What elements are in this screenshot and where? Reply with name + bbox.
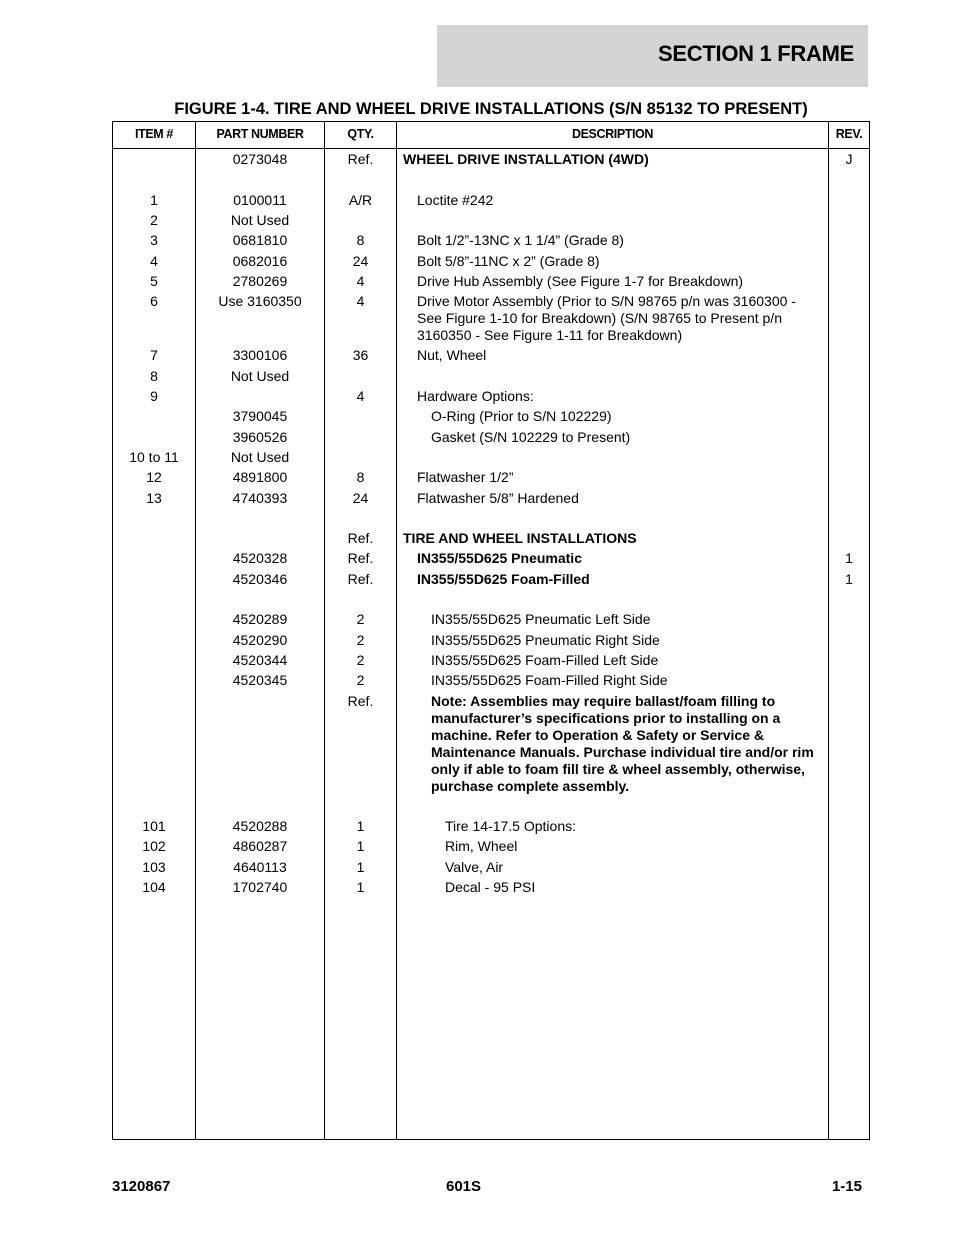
cell-qty: Ref. [347,570,374,587]
cell-rev: 1 [845,570,853,587]
cell-desc: Rim, Wheel [445,838,518,855]
table-row [113,859,869,876]
cell-desc: Loctite #242 [417,191,494,208]
cell-desc: Drive Hub Assembly (See Figure 1-7 for Breakdown) [417,272,744,289]
cell-desc: Gasket (S/N 102229 to Present) [431,428,631,445]
cell-part: 4520290 [232,631,288,648]
cell-part: 4860287 [232,838,288,855]
table-row [113,368,869,385]
table-row [113,632,869,649]
cell-item: 101 [142,818,166,835]
cell-desc: IN355/55D625 Pneumatic Right Side [431,631,660,648]
table-row [113,347,869,364]
cell-item: 3 [150,232,158,249]
cell-part: 4520288 [232,818,288,835]
cell-item: 6 [150,293,158,310]
cell-qty: 8 [356,469,365,486]
table-row [113,490,869,507]
figure-title: FIGURE 1-4. TIRE AND WHEEL DRIVE INSTALLATIONS (S/N 85132 TO PRESENT) [174,100,808,118]
cell-part: Not Used [230,367,290,384]
cell-desc: WHEEL DRIVE INSTALLATION (4WD) [403,151,649,167]
table-row [113,273,869,290]
table-row [113,818,869,835]
cell-item: 7 [150,347,158,364]
cell-desc: Drive Motor Assembly (Prior to S/N 98765 p/n was 3160300 - See Figure 1-10 for Breakdown) (S/N 98765 to Present p/n 3160350 - See Figure 1-11 for Breakdown) [417,293,796,344]
cell-item: 8 [150,367,158,384]
cell-desc: Flatwasher 1/2” [417,469,514,486]
cell-part: 2780269 [232,272,288,289]
cell-qty: 1 [356,879,365,895]
cell-part: 4520328 [232,550,288,567]
cell-item: 103 [142,858,166,875]
parts-table [112,121,870,1140]
cell-part: 3790045 [232,408,288,425]
footer-page-number: 1-15 [831,1178,862,1195]
table-row [113,192,869,209]
header-rev: REV. [835,127,863,141]
cell-qty: 24 [352,489,369,506]
footer-document-number: 3120867 [112,1178,171,1195]
cell-desc: Nut, Wheel [417,347,487,364]
cell-qty: 4 [356,388,365,404]
table-row [113,469,869,486]
section-header-box [437,25,868,87]
cell-desc: TIRE AND WHEEL INSTALLATIONS [403,530,637,547]
cell-item: 4 [150,252,158,269]
cell-qty: 4 [356,293,365,310]
cell-part: Not Used [230,211,290,228]
cell-item: 104 [142,879,166,895]
cell-desc: Hardware Options: [417,388,534,404]
cell-part: 4520344 [232,651,288,668]
cell-part: 4520345 [232,672,288,689]
cell-qty: 4 [356,272,365,289]
cell-desc: Valve, Air [445,858,504,875]
cell-rev: J [845,151,853,167]
cell-part: 0100011 [233,191,287,208]
table-row [113,672,869,689]
cell-desc: IN355/55D625 Foam-Filled Left Side [431,651,659,668]
cell-qty: 1 [356,858,365,875]
table-row [113,232,869,249]
cell-qty: Ref. [347,530,374,547]
cell-item: 10 to 11 [129,448,179,465]
cell-part: 0682016 [232,252,288,269]
cell-part: 4740393 [232,489,288,506]
cell-qty: 2 [356,672,365,689]
table-row [113,693,869,795]
table-row [113,212,869,229]
cell-qty: A/R [348,191,373,208]
cell-part: Not Used [230,448,290,465]
cell-qty: Ref. [347,550,374,567]
cell-desc: Decal - 95 PSI [445,879,536,895]
cell-desc: Tire 14-17.5 Options: [445,818,576,835]
cell-qty: Ref. [347,692,374,709]
cell-part: 4520289 [232,611,288,628]
cell-desc: Bolt 5/8”-11NC x 2” (Grade 8) [417,252,600,269]
cell-part: Use 3160350 [218,293,302,310]
cell-qty: 36 [352,347,369,364]
cell-item: 5 [150,272,158,289]
table-row [113,253,869,270]
cell-item: 1 [150,191,158,208]
cell-desc: Flatwasher 5/8” Hardened [417,489,579,506]
cell-qty: 2 [356,611,365,628]
header-part-number: PART NUMBER [216,127,304,141]
cell-part: 4640113 [233,858,287,875]
cell-qty: 1 [356,818,365,835]
cell-part: 3960526 [232,428,288,445]
table-row [113,838,869,855]
cell-item: 2 [150,211,158,228]
cell-desc: Bolt 1/2”-13NC x 1 1/4” (Grade 8) [417,232,624,249]
cell-part: 0273048 [232,151,288,167]
table-row [113,530,869,547]
cell-desc: IN355/55D625 Pneumatic Left Side [431,611,651,628]
cell-qty: 24 [352,252,369,269]
table-row [113,388,869,405]
table-row [113,293,869,344]
cell-item: 13 [146,489,162,506]
cell-rev: 1 [845,550,853,567]
cell-item: 12 [146,469,162,486]
cell-qty: 8 [356,232,365,249]
footer-model: 601S [446,1178,482,1195]
table-row [113,151,869,168]
table-row [113,879,869,896]
cell-desc: IN355/55D625 Pneumatic [417,550,582,567]
header-item: ITEM # [135,127,173,141]
section-title: SECTION 1 FRAME [658,41,854,66]
cell-part: 3300106 [232,347,288,364]
cell-desc: IN355/55D625 Foam-Filled Right Side [431,672,668,689]
table-row [113,550,869,567]
cell-item: 102 [142,838,166,855]
cell-part: 1702740 [232,879,288,895]
cell-part: 0681810 [232,232,288,249]
cell-desc: O-Ring (Prior to S/N 102229) [431,408,612,425]
table-row [113,429,869,446]
table-row [113,652,869,669]
table-row [113,408,869,425]
table-row [113,449,869,466]
header-description: DESCRIPTION [571,127,654,141]
table-row [113,571,869,588]
cell-qty: 2 [356,651,365,668]
cell-qty: Ref. [347,151,374,167]
table-row [113,611,869,628]
cell-desc: Note: Assemblies may require ballast/foam filling to manufacturer’s specifications prior to installing on a machine. Refer to Operation & Safety or Service & Maintenance Manuals. Purchase individual tire and/or rim only if able to foam fill tire & wheel assembly, otherwise, purchase complete assembly. [431,692,814,794]
cell-item: 9 [150,388,158,404]
header-divider [113,148,869,149]
cell-qty: 2 [356,631,365,648]
cell-qty: 1 [356,838,365,855]
cell-desc: IN355/55D625 Foam-Filled [417,570,590,587]
header-qty: QTY. [347,127,374,141]
cell-part: 4891800 [232,469,288,486]
cell-part: 4520346 [232,570,288,587]
